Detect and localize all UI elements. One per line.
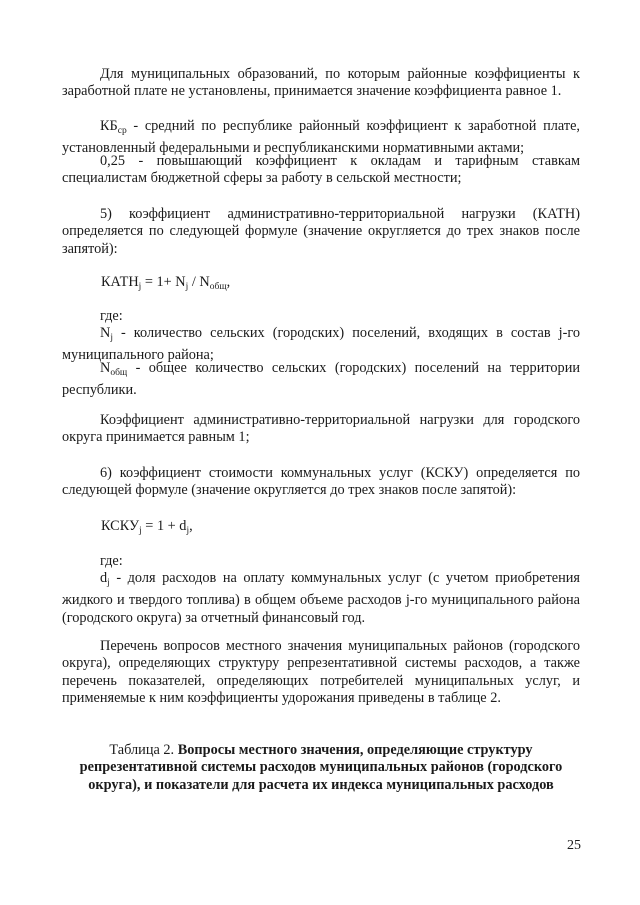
paragraph-coefficient-default: Для муниципальных образований, по которым районные коэффициенты к заработной плате не установлены, принимается значение коэффициента равное 1. xyxy=(62,66,580,100)
definition-dj: $d_j$ - доля расходов на оплату коммунальных услуг (с учетом приобретения жидкого и твердого топлива) в общем объеме расходов j-го муниципального района (городского округа) за отчетный финансовый год. xyxy=(62,570,580,626)
definition-nobsh: $N_{общ}$ - общее количество сельских (городских) поселений на территории республики. xyxy=(62,360,580,399)
paragraph-rural-coefficient: 0,25 - повышающий коэффициент к окладам и тарифным ставкам специалистам бюджетной сферы за работу в сельской местности; xyxy=(62,153,580,187)
where-label-1: где: xyxy=(100,308,123,324)
paragraph-table-reference: Перечень вопросов местного значения муниципальных районов (городского округа), определяющих структуру репрезентативной системы расходов, а также перечень показателей, определяющих потребителей муниципальных услуг, и применяемые к ним коэффициенты удорожания приведены в таблице 2. xyxy=(62,638,580,707)
page-number: 25 xyxy=(567,838,581,853)
definition-nj: $N_j$ - количество сельских (городских) поселений, входящих в состав j-го муниципального района; xyxy=(62,325,580,364)
paragraph-kb-definition: $КБ_{ср}$ - средний по республике районный коэффициент к заработной плате, установленный федеральными и республиканскими нормативными актами; xyxy=(62,118,580,157)
formula-ksku: $КСКУ_j = 1 + d_j$, xyxy=(101,518,193,536)
where-label-2: где: xyxy=(100,553,123,569)
paragraph-city-district: Коэффициент административно-территориальной нагрузки для городского округа принимается равным 1; xyxy=(62,412,580,446)
formula-katn: $КАТН_j = 1+ N_j / N_{общ}$, xyxy=(101,274,231,292)
paragraph-ksku-intro: 6) коэффициент стоимости коммунальных услуг (КСКУ) определяется по следующей формуле (значение округляется до трех знаков после запятой): xyxy=(62,465,580,499)
paragraph-katn-intro: 5) коэффициент административно-территориальной нагрузки (КАТН) определяется по следующей формуле (значение округляется до трех знаков после запятой): xyxy=(62,206,580,257)
table-caption: Таблица 2. Вопросы местного значения, определяющие структуру репрезентативной системы расходов муниципальных районов (городского округа), и показатели для расчета их индекса муниципальных расходов xyxy=(79,742,563,793)
